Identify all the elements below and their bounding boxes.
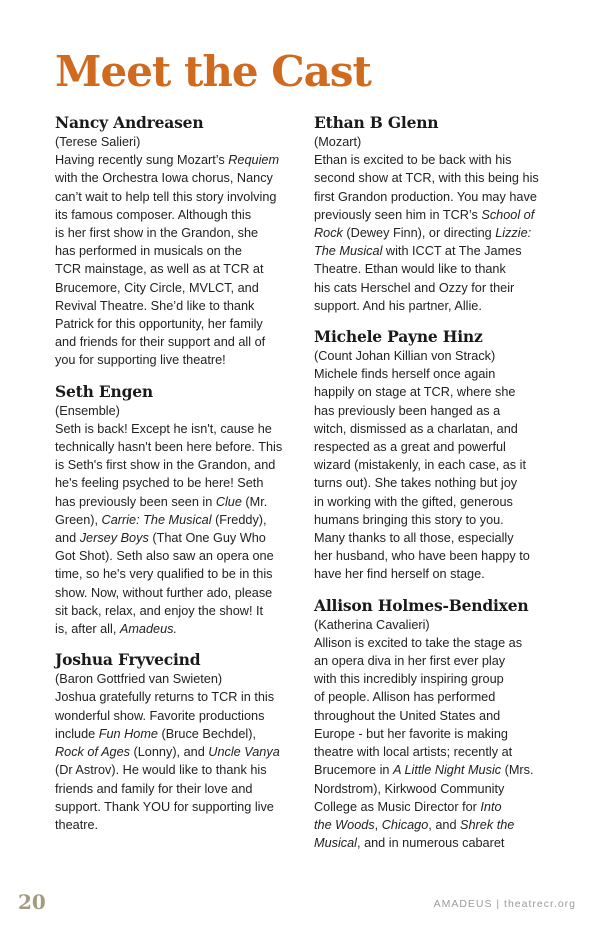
bio-line: his cats Herschel and Ozzy for their (314, 280, 515, 295)
cast-member-bio (314, 365, 556, 583)
cast-member-name: Michele Payne Hinz (314, 327, 483, 347)
bio-line: is her first show in the Grandon, she (55, 226, 259, 241)
cast-member-role: (Ensemble) (55, 403, 120, 418)
bio-line: Michele finds herself once again (314, 367, 496, 382)
bio-line: include Fun Home (Bruce Bechdel), (55, 726, 256, 741)
bio-line: Brucemore in A Little Night Music (Mrs. (314, 763, 534, 778)
cast-member-name: Seth Engen (55, 381, 153, 401)
bio-line: throughout the United States and (314, 708, 501, 723)
bio-line: has previously been hanged as a (314, 403, 501, 418)
bio-line: second show at TCR, with this being his (314, 171, 539, 186)
bio-line: her husband, who have been happy to (314, 549, 530, 564)
bio-line: time, so he's very qualified to be in this (55, 567, 273, 582)
bio-line: Got Shot). Seth also saw an opera one (55, 549, 274, 564)
bio-line: wizard (mistakenly, in each case, as it (314, 458, 527, 473)
cast-member-name: Joshua Fryvecind (55, 650, 201, 670)
cast-column-left (55, 113, 295, 846)
cast-member-role: (Mozart) (314, 135, 362, 149)
bio-line: he's feeling psyched to be here! Seth (55, 476, 264, 491)
cast-entry (314, 113, 556, 315)
bio-line: has performed in musicals on the (55, 244, 242, 259)
bio-line: Europe - but her favorite is making (314, 726, 508, 741)
cast-member-bio (314, 151, 556, 315)
bio-line: theatre with local artists; recently at (314, 745, 513, 760)
bio-line: support. Thank YOU for supporting live (55, 799, 274, 814)
bio-line: friends and family for their love and (55, 781, 253, 796)
bio-line: the Woods, Chicago, and Shrek the (314, 817, 515, 832)
bio-line: Joshua gratefully returns to TCR in this (55, 690, 275, 705)
bio-line: TCR mainstage, as well as at TCR at (55, 262, 264, 277)
bio-line: is Seth's first show in the Grandon, and (55, 458, 276, 473)
bio-line: with the Orchestra Iowa chorus, Nancy (55, 171, 273, 186)
cast-member-bio (55, 420, 295, 638)
bio-line: support. And his partner, Allie. (314, 298, 482, 313)
page-title: Meet the Cast (55, 47, 371, 96)
bio-line: Green), Carrie: The Musical (Freddy), (55, 512, 267, 527)
bio-line: in working with the gifted, generous (314, 494, 513, 509)
bio-line: humans bringing this story to you. (314, 512, 504, 527)
cast-entry (55, 382, 295, 639)
cast-column-right (314, 113, 556, 864)
bio-line: has previously been seen in Clue (Mr. (55, 494, 268, 509)
cast-entry (55, 650, 295, 834)
cast-member-name: Ethan B Glenn (314, 113, 439, 132)
bio-line: respected as a great and powerful (314, 440, 506, 455)
bio-line: Having recently sung Mozart’s Requiem (55, 153, 280, 168)
bio-line: Revival Theatre. She’d like to thank (55, 298, 255, 313)
bio-line: Ethan is excited to be back with his (314, 153, 512, 168)
cast-member-bio (55, 688, 295, 834)
cast-member-role: (Katherina Cavalieri) (314, 617, 430, 632)
cast-member-role: (Count Johan Killian von Strack) (314, 349, 496, 364)
bio-line: The Musical with ICCT at The James (314, 244, 522, 259)
cast-entry (314, 596, 556, 853)
bio-line: sit back, relax, and enjoy the show! It (55, 603, 264, 618)
cast-member-bio (55, 151, 295, 369)
bio-line: Seth is back! Except he isn't, cause he (55, 421, 272, 436)
bio-line: its famous composer. Although this (55, 207, 252, 222)
bio-line: and Jersey Boys (That One Guy Who (55, 531, 266, 546)
bio-line: Rock of Ages (Lonny), and Uncle Vanya (55, 745, 280, 760)
cast-member-name: Nancy Andreasen (55, 113, 204, 132)
bio-line: an opera diva in her first ever play (314, 654, 506, 669)
bio-line: is, after all, Amadeus. (55, 622, 177, 637)
bio-line: Rock (Dewey Finn), or directing Lizzie: (314, 226, 532, 241)
bio-line: Nordstrom), Kirkwood Community (314, 781, 505, 796)
bio-line: you for supporting live theatre! (55, 353, 226, 368)
bio-line: of people. Allison has performed (314, 690, 496, 705)
bio-line: with this incredibly inspiring group (314, 672, 504, 687)
bio-line: (Dr Astrov). He would like to thank his (55, 763, 267, 778)
bio-line: Theatre. Ethan would like to thank (314, 262, 506, 277)
bio-line: Many thanks to all those, especially (314, 531, 514, 546)
bio-line: show. Now, without further ado, please (55, 585, 273, 600)
bio-line: first Grandon production. You may have (314, 189, 537, 204)
bio-line: have her find herself on stage. (314, 567, 485, 582)
cast-member-role: (Terese Salieri) (55, 135, 141, 149)
bio-line: previously seen him in TCR’s School of (314, 207, 535, 222)
footer-credit: AMADEUS | theatrecr.org (433, 898, 576, 910)
bio-line: technically hasn't been here before. This (55, 440, 283, 455)
bio-line: College as Music Director for Into (314, 799, 502, 814)
bio-line: wonderful show. Favorite productions (55, 708, 265, 723)
cast-entry (314, 327, 556, 584)
bio-line: happily on stage at TCR, where she (314, 385, 516, 400)
bio-line: theatre. (55, 817, 99, 832)
bio-line: Allison is excited to take the stage as (314, 635, 523, 650)
bio-line: turns out). She takes nothing but joy (314, 476, 518, 491)
page-number: 20 (18, 890, 46, 914)
cast-entry (55, 113, 295, 370)
bio-line: Patrick for this opportunity, her family (55, 317, 263, 332)
bio-line: Musical, and in numerous cabaret (314, 836, 505, 851)
cast-member-role: (Baron Gottfried van Swieten) (55, 672, 223, 687)
bio-line: can’t wait to help tell this story involving (55, 189, 277, 204)
bio-line: Brucemore, City Circle, MVLCT, and (55, 280, 259, 295)
cast-member-bio (314, 634, 556, 852)
bio-line: witch, dismissed as a charlatan, and (314, 421, 518, 436)
bio-line: and friends for their support and all of (55, 335, 266, 350)
cast-member-name: Allison Holmes-Bendixen (314, 595, 529, 615)
